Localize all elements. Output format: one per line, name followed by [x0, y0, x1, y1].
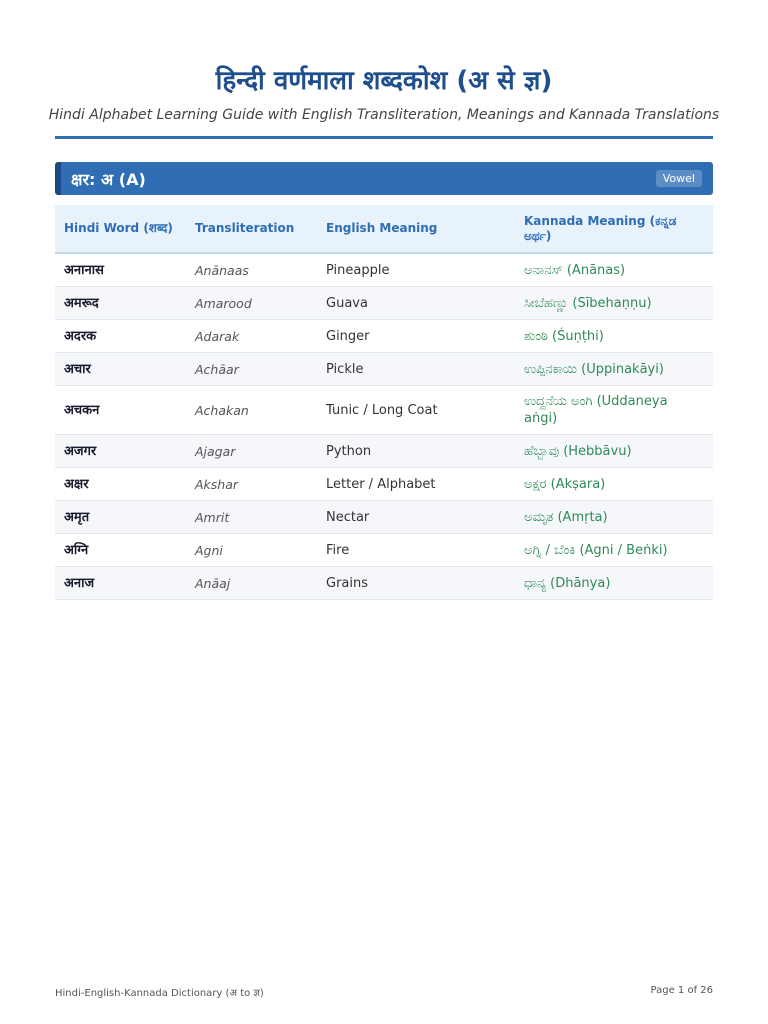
english-meaning: Python [326, 443, 372, 459]
page-title: हिन्दी वर्णमाला शब्दकोश (अ से ज्ञ) [215, 66, 553, 96]
page-number: Page 1 of 26 [650, 985, 713, 996]
table-row [55, 567, 713, 600]
column-header-hindi: Hindi Word (शब्द) [64, 221, 173, 235]
transliteration: Ajagar [195, 443, 236, 459]
hindi-word: अनाज [64, 575, 95, 591]
table-header-row [55, 205, 713, 253]
transliteration: Akshar [195, 476, 239, 492]
table-row [55, 435, 713, 468]
kannada-meaning: ಅಮೃತ (Amṛta) [524, 509, 608, 525]
transliteration: Anāaj [195, 575, 231, 591]
vowel-badge: Vowel [656, 170, 702, 187]
hindi-word: अदरक [64, 328, 97, 344]
hindi-word: अग्नि [64, 542, 89, 558]
english-meaning: Letter / Alphabet [326, 476, 436, 492]
transliteration: Agni [195, 542, 223, 558]
transliteration: Amarood [195, 295, 252, 311]
column-header-english: English Meaning [326, 221, 438, 235]
english-meaning: Pickle [326, 361, 364, 377]
kannada-meaning: ಉಪ್ಪಿನಕಾಯಿ (Uppinakāyi) [524, 361, 664, 377]
dictionary-table [55, 205, 713, 600]
section-title: क्षर: अ (A) [71, 169, 146, 189]
table-row [55, 353, 713, 386]
table-row [55, 253, 713, 287]
document-header [0, 0, 768, 124]
table-row [55, 534, 713, 567]
page-subtitle: Hindi Alphabet Learning Guide with English Transliteration, Meanings and Kannada Translations [48, 107, 720, 123]
table-row [55, 468, 713, 501]
hindi-word: अनानास [64, 262, 104, 278]
english-meaning: Nectar [326, 509, 370, 525]
hindi-word: अमरूद [64, 295, 99, 311]
english-meaning: Ginger [326, 328, 370, 344]
page-footer [55, 985, 713, 999]
kannada-meaning: ಹೆಬ್ಬಾವು (Hebbāvu) [524, 443, 632, 459]
english-meaning: Tunic / Long Coat [326, 402, 438, 418]
table-row [55, 287, 713, 320]
table-row [55, 501, 713, 534]
transliteration: Achāar [195, 361, 239, 377]
section-header [55, 162, 713, 195]
english-meaning: Pineapple [326, 262, 390, 278]
column-header-kannada: Kannada Meaning (ಕನ್ನಡ ಅರ್ಥ) [524, 213, 677, 243]
table-row [55, 320, 713, 353]
kannada-meaning: ಉದ್ದನೆಯ ಅಂಗಿ (Uddaneya aṅgi) [524, 394, 668, 426]
kannada-meaning: ಶುಂಠಿ (Śuṇṭhi) [524, 328, 604, 344]
transliteration: Amrit [195, 509, 230, 525]
hindi-word: अमृत [64, 509, 90, 525]
kannada-meaning: ಅನಾನಸ್ (Anānas) [524, 262, 626, 278]
hindi-word: अचार [64, 361, 91, 377]
kannada-meaning: ಸೀಬೆಹಣ್ಣು (Sībehaṇṇu) [524, 295, 652, 311]
transliteration: Achakan [195, 402, 249, 418]
transliteration: Anānaas [195, 262, 249, 278]
hindi-word: अजगर [64, 443, 97, 459]
column-header-transliteration: Transliteration [195, 221, 295, 235]
footer-title: Hindi-English-Kannada Dictionary (अ to ज्ञ) [55, 988, 264, 999]
english-meaning: Fire [326, 542, 350, 558]
english-meaning: Guava [326, 295, 368, 311]
english-meaning: Grains [326, 575, 369, 591]
table-row [55, 386, 713, 435]
kannada-meaning: ಅಕ್ಷರ (Akṣara) [524, 476, 606, 492]
hindi-word: अचकन [64, 402, 100, 418]
kannada-meaning: ಧಾನ್ಯ (Dhānya) [524, 575, 611, 591]
kannada-meaning: ಅಗ್ನಿ / ಬೆಂಕಿ (Agni / Beṅki) [524, 542, 668, 558]
transliteration: Adarak [195, 328, 240, 344]
hindi-word: अक्षर [64, 476, 89, 492]
header-divider [55, 136, 713, 139]
